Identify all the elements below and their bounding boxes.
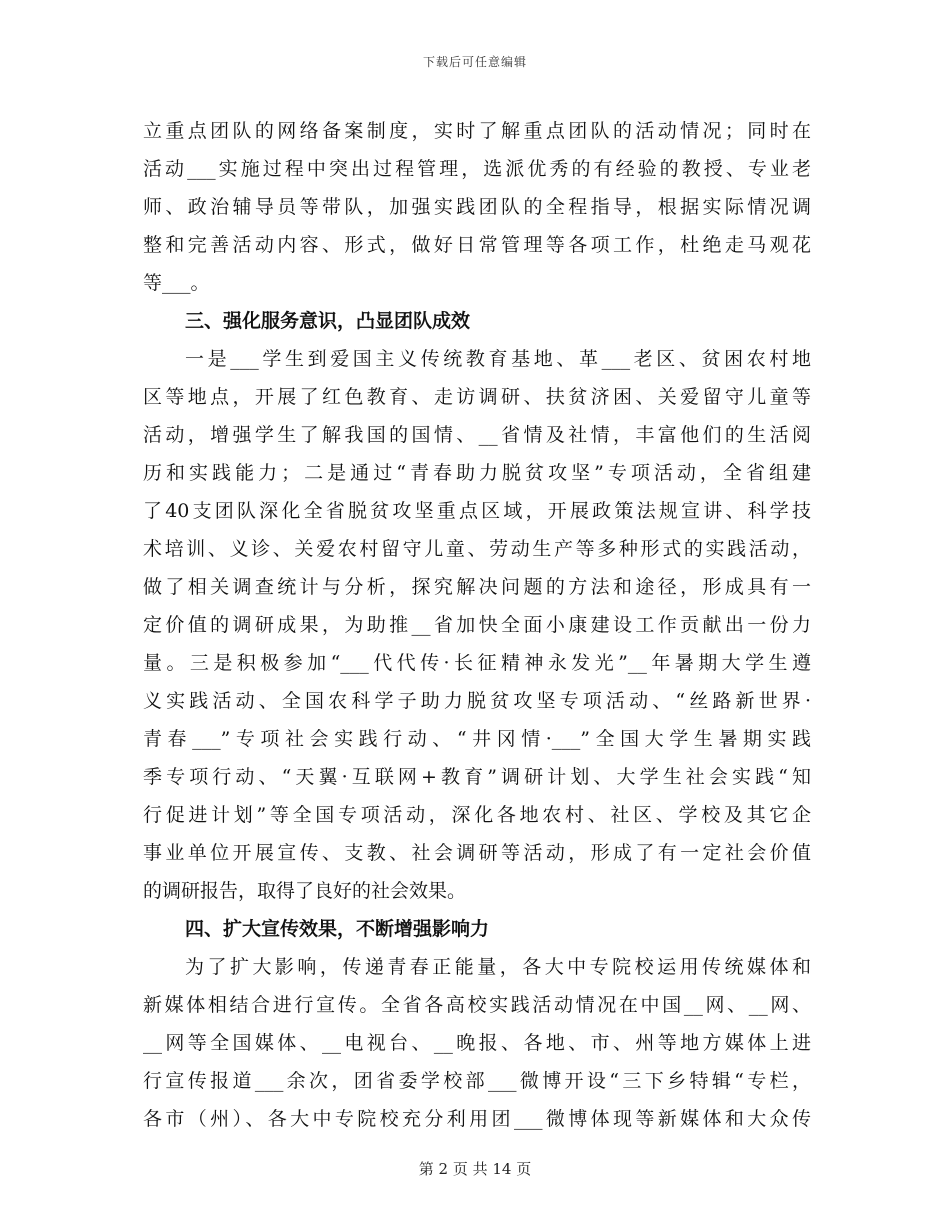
text-line: 的调研报告，取得了良好的社会效果。 (143, 880, 467, 902)
document-body (143, 112, 811, 1138)
text-line: 历和实践能力；二是通过“青春助力脱贫攻坚”专项活动，全省组建 (143, 462, 811, 484)
text-line: 整和完善活动内容、形式，做好日常管理等各项工作，杜绝走马观花 (143, 234, 811, 256)
paragraph-first-line: 一是___学生到爱国主义传统教育基地、革___老区、贫困农村地 (185, 348, 811, 370)
text-line: 了40支团队深化全省脱贫攻坚重点区域，开展政策法规宣讲、科学技 (143, 500, 811, 522)
text-line: 义实践活动、全国农科学子助力脱贫攻坚专项活动、“丝路新世界· (143, 690, 811, 712)
text-line: 新媒体相结合进行宣传。全省各高校实践活动情况在中国__网、__网、 (143, 994, 811, 1016)
text-line: 等___。 (143, 272, 210, 294)
text-line: 各市（州）、各大中专院校充分利用团___微博体现等新媒体和大众传 (143, 1108, 811, 1130)
text-line: 定价值的调研成果，为助推__省加快全面小康建设工作贡献出一份力 (143, 614, 811, 636)
section-heading-4: 四、扩大宣传效果，不断增强影响力 (185, 918, 490, 940)
section-heading-3: 三、强化服务意识，凸显团队成效 (185, 310, 471, 332)
text-line: 立重点团队的网络备案制度，实时了解重点团队的活动情况；同时在 (143, 120, 811, 142)
text-line: 师、政治辅导员等带队，加强实践团队的全程指导，根据实际情况调 (143, 196, 811, 218)
text-line: 活动，增强学生了解我国的国情、__省情及社情，丰富他们的生活阅 (143, 424, 811, 446)
page-header-note: 下载后可任意编辑 (422, 55, 527, 69)
page-number: 第 2 页 共 14 页 (418, 1160, 532, 1178)
text-line: 做了相关调查统计与分析，探究解决问题的方法和途径，形成具有一 (143, 576, 811, 598)
text-line: 区等地点，开展了红色教育、走访调研、扶贫济困、关爱留守儿童等 (143, 386, 811, 408)
text-line: 术培训、义诊、关爱农村留守儿童、劳动生产等多种形式的实践活动， (143, 538, 811, 560)
text-line: 活动___实施过程中突出过程管理，选派优秀的有经验的教授、专业老 (143, 158, 811, 180)
text-line: 季专项行动、“天翼·互联网+教育”调研计划、大学生社会实践“知 (143, 766, 811, 788)
paragraph-first-line: 为了扩大影响，传递青春正能量，各大中专院校运用传统媒体和 (185, 956, 811, 978)
text-line: 量。三是积极参加“___代代传·长征精神永发光”__年暑期大学生遵 (143, 652, 811, 674)
text-line: 行促进计划”等全国专项活动，深化各地农村、社区、学校及其它企 (143, 804, 811, 826)
text-line: __网等全国媒体、__电视台、__晚报、各地、市、州等地方媒体上进 (143, 1032, 811, 1054)
text-line: 青春___”专项社会实践行动、“井冈情·___”全国大学生暑期实践 (143, 728, 811, 750)
text-line: 行宣传报道___余次，团省委学校部___微博开设“三下乡特辑“专栏， (143, 1070, 811, 1092)
text-line: 事业单位开展宣传、支教、社会调研等活动，形成了有一定社会价值 (143, 842, 811, 864)
